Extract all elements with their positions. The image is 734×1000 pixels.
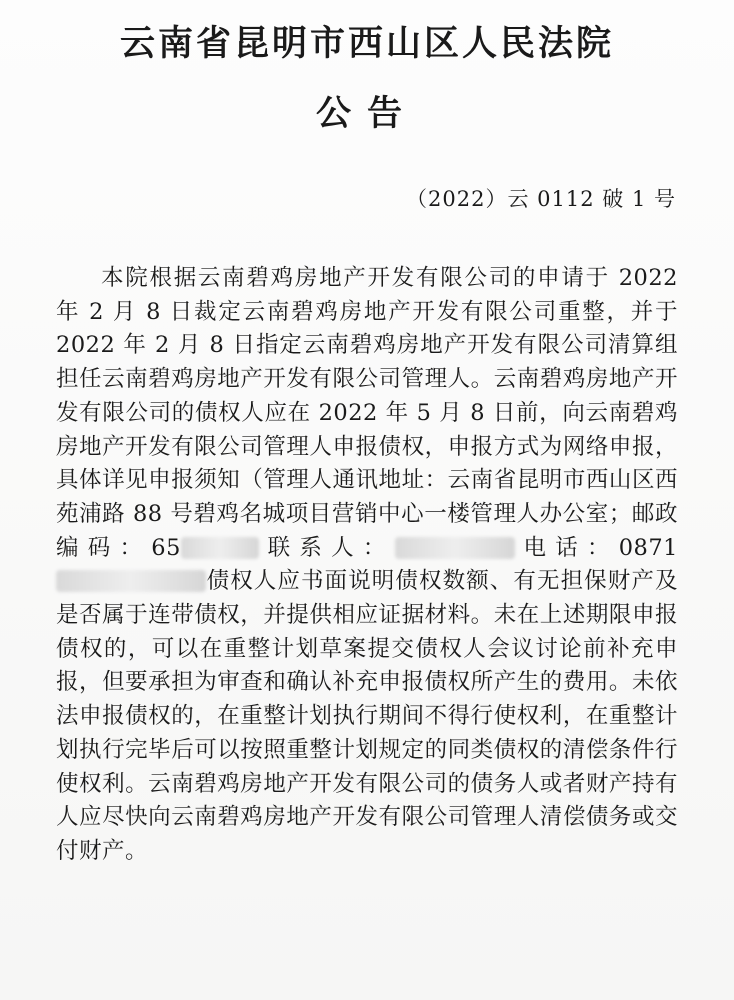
redacted-contact-name	[395, 537, 515, 559]
phone-prefix: 0871	[618, 534, 678, 561]
postal-code-prefix: 65	[151, 534, 181, 561]
redacted-phone-number	[56, 570, 206, 592]
document-title: 公告	[315, 94, 418, 134]
case-number: （2022）云 0112 破 1 号	[406, 187, 676, 211]
body-text-part-1: 本院根据云南碧鸡房地产开发有限公司的申请于 2022 年 2 月 8 日裁定云南碧鸡房地产开发有限公司重整，并于 2022 年 2 月 8 日指定云南碧鸡房地产开发有限公司清算组担任云南碧鸡房地产开发有限公司管理人。云南碧鸡房地产开发有限公司的债权人应在 2022 年 5 月 8 日前，向云南碧鸡房地产开发有限公司管理人申报债权，申报方式为网络申报，具体详见申报须知（管理人通讯地址：云南省昆明市西山区西苑浦路 88 号碧鸡名城项目营销中心一楼管理人办公室；邮政编码：	[56, 265, 678, 561]
body-text-part-2: 债权人应书面说明债权数额、有无担保财产及是否属于连带债权，并提供相应证据材料。未在上述期限申报债权的，可以在重整计划草案提交债权人会议讨论前补充申报，但要承担为审查和确认补充申报债权所产生的费用。未依法申报债权的，在重整计划执行期间不得行使权利，在重整计划执行完毕后可以按照重整计划规定的同类债权的清偿条件行使权利。云南碧鸡房地产开发有限公司的债务人或者财产持有人应尽快向云南碧鸡房地产开发有限公司管理人清偿债务或交付财产。	[56, 568, 678, 864]
notice-body	[56, 262, 678, 869]
redacted-postal-code	[181, 537, 259, 559]
court-name: 云南省昆明市西山区人民法院	[119, 24, 614, 64]
phone-label: 电话：	[514, 534, 619, 561]
contact-label: 联系人：	[258, 534, 395, 561]
